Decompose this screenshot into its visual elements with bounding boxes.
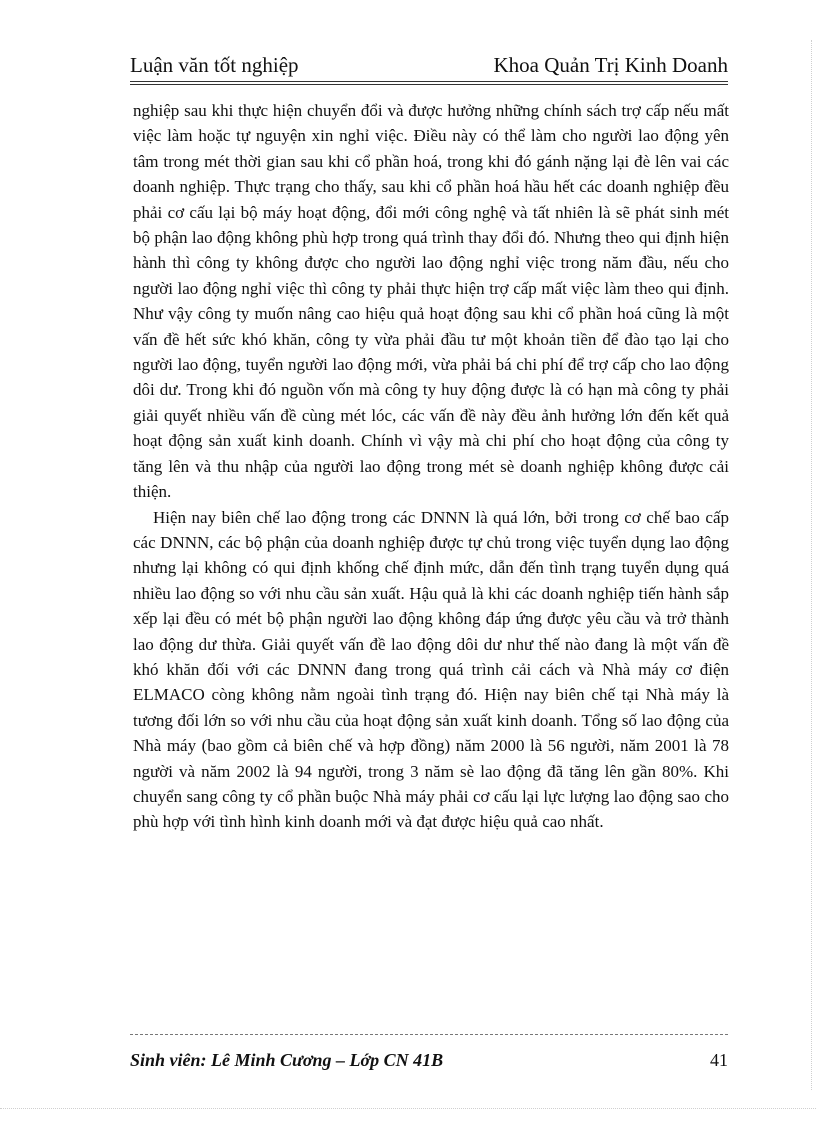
page-edge-bottom (0, 1108, 816, 1109)
page-header (130, 50, 728, 80)
page-body (133, 98, 729, 835)
header-divider-secondary (130, 84, 728, 85)
header-faculty: Khoa Quản Trị Kinh Doanh (493, 53, 728, 77)
page-footer (130, 1047, 728, 1073)
page-edge-right (811, 40, 812, 1090)
body-paragraph-2: Hiện nay biên chế lao động trong các DNNN là quá lớn, bởi trong cơ chế bao cấp các DNNN, các bộ phận của doanh nghiệp được tự chủ trong việc tuyển dụng lao động nhưng lại không có qui định khống chế định mức, dẫn đến tình trạng tuyển dụng quá nhiều lao động so với nhu cầu sản xuất. Hậu quả là khi các doanh nghiệp tiến hành sắp xếp lại đều có mét bộ phận người lao động không đáp ứng được yêu cầu và trở thành lao động dư thừa. Giải quyết vấn đề lao động dôi dư như thế nào đang là một vấn đề khó khăn đối với các DNNN đang trong quá trình cải cách và Nhà máy cơ điện ELMACO còng không nằm ngoài tình trạng đó. Hiện nay biên chế tại Nhà máy là tương đối lớn so với nhu cầu của hoạt động sản xuất kinh doanh. Tổng số lao động của Nhà máy (bao gồm cả biên chế và hợp đồng) năm 2000 là 56 người, năm 2001 là 78 người và năm 2002 là 94 người, trong 3 năm sè lao động đã tăng lên gần 80%. Khi chuyển sang công ty cổ phần buộc Nhà máy phải cơ cấu lại lực lượng lao động sao cho phù hợp với tình hình kinh doanh mới và đạt được hiệu quả cao nhất. (133, 507, 729, 832)
page-number: 41 (710, 1050, 728, 1070)
footer-student-info: Sinh viên: Lê Minh Cương – Lớp CN 41B (130, 1050, 444, 1070)
footer-divider (130, 1034, 728, 1035)
header-thesis-title: Luận văn tốt nghiệp (130, 53, 299, 77)
header-divider (130, 81, 728, 82)
body-paragraph-1: nghiệp sau khi thực hiện chuyển đổi và được hưởng những chính sách trợ cấp nếu mất việc làm hoặc tự nguyện xin nghỉ việc. Điều này có thể làm cho người lao động yên tâm trong mét thời gian sau khi cổ phần hoá, trong khi đó gánh nặng lại đè lên vai các doanh nghiệp. Thực trạng cho thấy, sau khi cổ phần hoá hầu hết các doanh nghiệp đều phải cơ cấu lại bộ máy hoạt động, đổi mới công nghệ và tất nhiên là sẽ phát sinh mét bộ phận lao động không phù hợp trong quá trình thay đổi đó. Nhưng theo qui định hiện hành thì công ty không được cho người lao động nghỉ việc trong năm đầu, nếu cho người lao động nghỉ việc thì công ty phải thực hiện trợ cấp mất việc làm theo qui định. Như vậy công ty muốn nâng cao hiệu quả hoạt động sau khi cổ phần hoá cũng là một vấn đề hết sức khó khăn, công ty vừa phải đầu tư một khoản tiền để đào tạo lại cho người lao động, tuyển người lao động mới, vừa phải bá chi phí để trợ cấp cho lao động dôi dư. Trong khi đó nguồn vốn mà công ty huy động được là có hạn mà công ty phải giải quyết nhiều vấn đề cùng mét lóc, các vấn đề này đều ảnh hưởng lớn đến kết quả hoạt động sản xuất kinh doanh. Chính vì vậy mà chi phí cho hoạt động của công ty tăng lên và thu nhập của người lao động trong mét sè doanh nghiệp không được cải thiện. (133, 101, 729, 502)
